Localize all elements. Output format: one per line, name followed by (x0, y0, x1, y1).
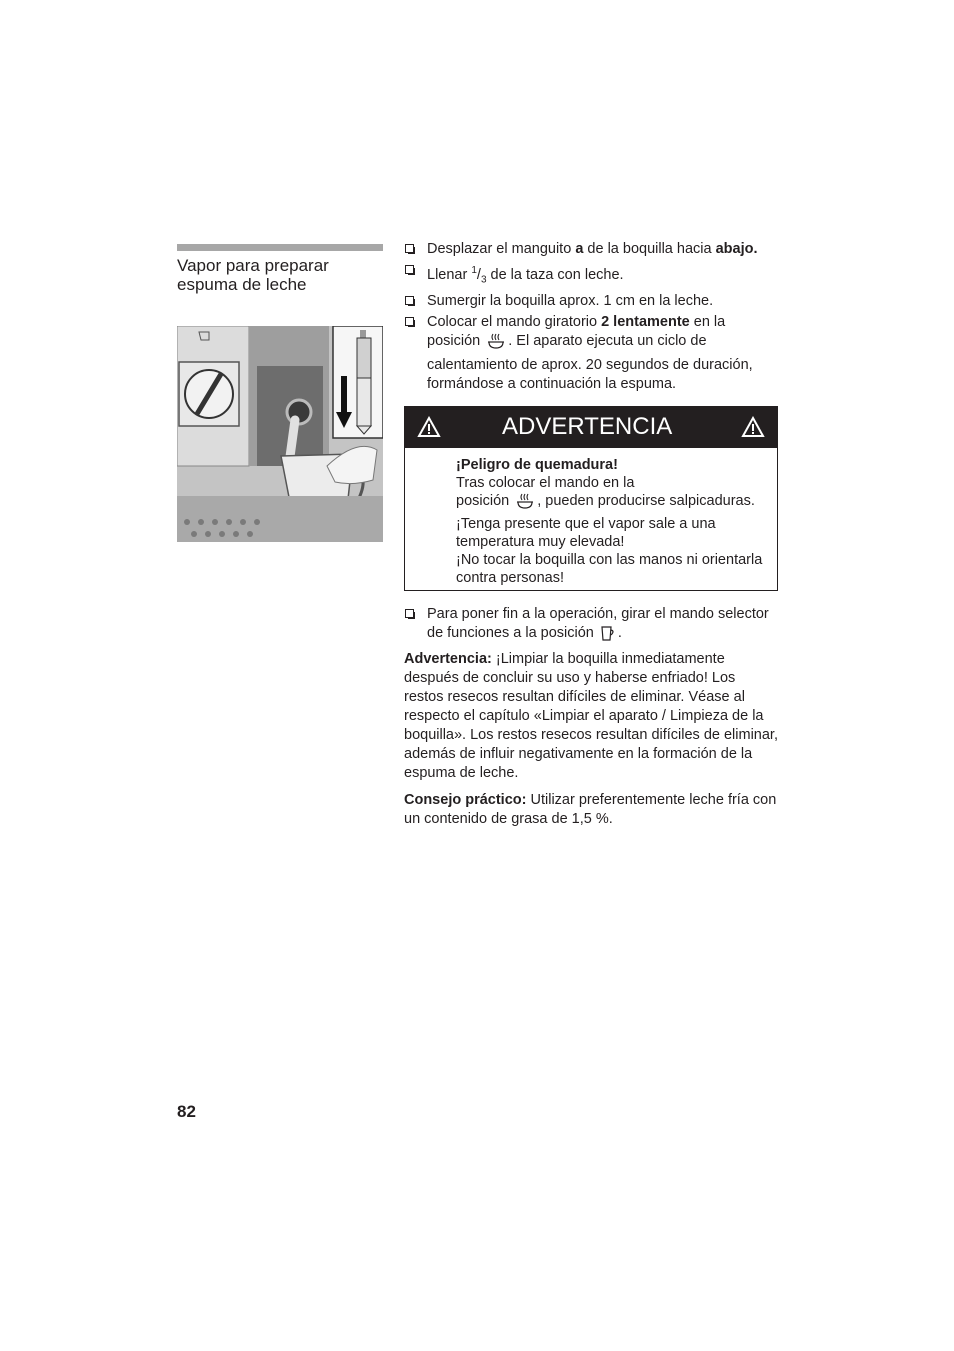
step-2: Llenar $^1/_3$ de la taza con leche. (404, 261, 778, 290)
warning-box (404, 406, 778, 591)
warning-triangle-icon (417, 416, 441, 444)
checkbox-bullet-icon (405, 296, 414, 305)
step-1: Desplazar el manguito a de la boquilla hacia abajo. (404, 240, 778, 259)
warning-line-4: ¡No tocar la boquilla con las manos ni orientarla contra personas! (456, 551, 763, 586)
checkbox-bullet-icon (405, 609, 414, 618)
checkbox-bullet-icon (405, 265, 414, 274)
instructions-column (404, 240, 778, 837)
warning-line-2: posición , pueden producirse salpicaduras. (456, 492, 765, 515)
page-number: 82 (177, 1102, 196, 1121)
steam-icon (515, 492, 535, 515)
warning-heading: ¡Peligro de quemadura! (456, 456, 618, 473)
step-3: Sumergir la boquilla aprox. 1 cm en la leche. (404, 292, 778, 311)
cup-icon (600, 624, 616, 648)
section-rule (177, 244, 383, 251)
final-step: Para poner fin a la operación, girar el mando selector de funciones a la posición . (404, 605, 778, 648)
cleaning-note: Advertencia: ¡Limpiar la boquilla inmediatamente después de concluir su uso y haberse enfriado! Los restos resecos resultan difíciles de eliminar. Véase al respecto el capítulo «Limpiar el aparato / Limpieza de la boquilla». Los restos resecos resultan difíciles de eliminar, además de influir negativamente en la formación de la espuma de leche. (404, 650, 778, 781)
warning-header (405, 407, 777, 448)
steam-icon (486, 332, 506, 356)
practical-tip: Consejo práctico: Utilizar preferentemente leche fría con un contenido de grasa de 1,5 %. (404, 791, 777, 827)
illustration-milk-frothing (177, 326, 383, 542)
checkbox-bullet-icon (405, 317, 414, 326)
step-4: Colocar el mando giratorio 2 lentamente en la posición . El aparato ejecuta un ciclo de calentamiento de aprox. 20 segundos de duración, formándose a continuación la espuma. (404, 313, 778, 394)
warning-line-1: Tras colocar el mando en la (456, 474, 635, 491)
warning-title: ADVERTENCIA (502, 412, 673, 440)
warning-triangle-icon (741, 416, 765, 444)
warning-line-3: ¡Tenga presente que el vapor sale a una temperatura muy elevada! (456, 515, 716, 550)
section-title: Vapor para preparar espuma de leche (177, 256, 329, 294)
checkbox-bullet-icon (405, 244, 414, 253)
warning-body (405, 448, 777, 590)
